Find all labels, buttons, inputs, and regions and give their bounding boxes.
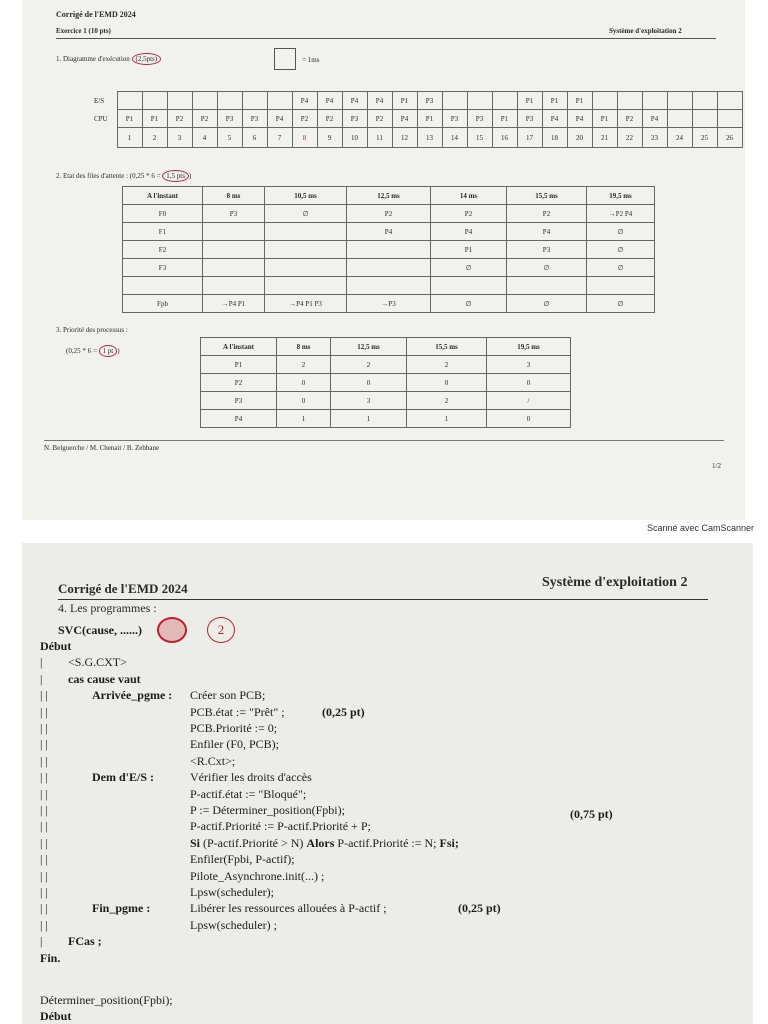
legend-text: = 1ms <box>302 56 320 64</box>
code-line: Créer son PCB; <box>190 688 266 703</box>
table-row: P3 0 3 2 / <box>201 392 571 410</box>
indent-bars: | | <box>40 786 48 801</box>
indent-bars: | | <box>40 901 48 916</box>
q3-points: 1 pt <box>99 345 118 357</box>
gantt-chart <box>92 91 743 148</box>
indent-bars: | | <box>40 753 48 768</box>
table-row: P1 2 2 2 3 <box>201 356 571 374</box>
footer-debut: Début <box>40 1009 72 1023</box>
footer-function: Déterminer_position(Fpbi); <box>40 993 173 1007</box>
table-row: P4 1 1 1 0 <box>201 410 571 428</box>
indent-bars: | <box>40 934 43 949</box>
header-right: Système d'exploitation 2 <box>609 27 682 35</box>
footer-rule <box>44 440 724 441</box>
red-scribble-mark <box>157 617 187 643</box>
table-row: F1 P4 P4 P4 ∅ <box>123 223 655 241</box>
header-rule <box>56 38 716 39</box>
priority-table: A l'instant 8 ms 12,5 ms 15,5 ms 19,5 ms P1 2 2 2 3 P2 0 0 0 0 P3 0 3 2 / P4 1 1 1 0 <box>200 337 571 428</box>
code-line: P-actif.état := "Bloqué"; <box>190 786 307 801</box>
indent-bars: | | <box>40 770 48 785</box>
code-line: Enfiler(Fpbi, P-actif); <box>190 852 295 867</box>
indent-bars: | | <box>40 819 48 834</box>
table-row: F0 P3 ∅ P2 P2 P2 →P2 P4 <box>123 205 655 223</box>
header-rule-2 <box>58 599 708 600</box>
code-line: <R.Cxt>; <box>190 753 236 768</box>
gantt-row-es: E/S P4 P4 P4 P4 P1 P3 P1 P1 P1 <box>92 92 742 110</box>
indent-bars: | | <box>40 917 48 932</box>
code-line: P-actif.Priorité := P-actif.Priorité + P; <box>190 819 371 834</box>
code-line: Si (P-actif.Priorité > N) Alors P-actif.Priorité := N; Fsi; <box>190 835 459 850</box>
indent-bars: | | <box>40 835 48 850</box>
code-line: Lpsw(scheduler); <box>190 885 274 899</box>
q1-points: (2,5pts) <box>132 53 162 65</box>
indent-bars: | | <box>40 721 48 735</box>
gantt-label-cpu: CPU <box>94 114 108 123</box>
indent-bars: | | <box>40 852 48 867</box>
code-line: Enfiler (F0, PCB); <box>190 737 279 752</box>
scanned-page-2 <box>22 543 753 1024</box>
code-line: PCB.Priorité := 0; <box>190 721 278 735</box>
queues-table: A l'instant 8 ms 10,5 ms 12,5 ms 14 ms 15,5 ms 19,5 ms F0 P3 ∅ P2 P2 P2 →P2 P4 F1 P4 P4 P4 ∅ F2 P1 P3 ∅ F3 ∅ ∅ ∅ Fpb →P4 P1 →P4 P1 P3 →P3 ∅ ∅ ∅ <box>122 186 655 313</box>
points-annotation: (0,25 pt) <box>322 704 365 719</box>
code-line: Vérifier les droits d'accès <box>190 770 312 785</box>
code-line: Libérer les ressources allouées à P-actif ; <box>190 901 387 916</box>
legend-square <box>274 48 296 70</box>
case-label: Arrivée_pgme : <box>92 688 173 703</box>
gantt-row-cpu: CPU P1 P1 P2 P2 P3 P3 P4 P2 P2 P3 P2 P4 P1 P3 P3 P1 P3 P4 P4 P1 P2 P4 <box>92 110 742 128</box>
q1-label: 1. Diagramme d'exécution (2,5pts) <box>56 53 161 65</box>
indent-bars: | | <box>40 688 48 703</box>
points-annotation: (0,25 pt) <box>458 901 501 916</box>
authors: N. Belguerche / M. Chenait / B. Zebbane <box>44 444 160 452</box>
code-line: <S.G.CXT> <box>68 655 127 670</box>
code-line: Pilote_Asynchrone.init(...) ; <box>190 868 325 883</box>
section-title: 4. Les programmes : <box>58 601 157 615</box>
code-line: FCas ; <box>68 934 102 949</box>
indent-bars: | | <box>40 737 48 752</box>
q2-label: 2. Etat des files d'attente : (0,25 * 6 = 1,5 pts ) <box>56 172 192 180</box>
table-row <box>123 277 655 295</box>
code-line: Lpsw(scheduler) ; <box>190 917 277 932</box>
q3-label: 3. Priorité des processus : <box>56 326 128 334</box>
indent-bars: | <box>40 655 43 670</box>
table-row: P2 0 0 0 0 <box>201 374 571 392</box>
indent-bars: | <box>40 671 43 686</box>
points-annotation: (0,75 pt) <box>570 807 613 821</box>
code-line: P := Déterminer_position(Fpbi); <box>190 803 345 817</box>
q2-points: 1,5 pts <box>162 170 189 182</box>
indent-bars: | | <box>40 704 48 719</box>
code-line: Fin. <box>40 950 61 965</box>
code-line: cas cause vaut <box>68 671 141 686</box>
gantt-row-ticks: 1 2 3 4 5 6 7 8 9 10 11 12 13 14 15 16 17 18 20 21 22 23 24 25 26 <box>92 128 742 148</box>
scanned-page-1 <box>22 0 745 520</box>
page-number: 1/2 <box>712 462 721 470</box>
indent-bars: | | <box>40 803 48 817</box>
indent-bars: | | <box>40 868 48 883</box>
table-row: F2 P1 P3 ∅ <box>123 241 655 259</box>
scanner-watermark: Scanné avec CamScanner <box>646 523 754 533</box>
header-right-2: Système d'exploitation 2 <box>542 575 688 590</box>
code-line: PCB.état := "Prêt" ; <box>190 704 285 719</box>
table-row: F3 ∅ ∅ ∅ <box>123 259 655 277</box>
indent-bars: | | <box>40 885 48 899</box>
case-label: Fin_pgme : <box>92 901 151 916</box>
table-row: Fpb →P4 P1 →P4 P1 P3 →P3 ∅ ∅ ∅ <box>123 295 655 313</box>
exercise-title: Exercice 1 (10 pts) <box>56 27 111 35</box>
q3-formula: (0,25 * 6 = 1 pt ) <box>66 347 120 355</box>
header-left-2: Corrigé de l'EMD 2024 <box>58 581 188 596</box>
header-left: Corrigé de l'EMD 2024 <box>56 10 136 19</box>
case-label: Dem d'E/S : <box>92 770 155 785</box>
score-mark: 2 <box>207 617 235 643</box>
gantt-label-es: E/S <box>94 96 105 105</box>
code-line: Début <box>40 639 72 653</box>
svc-signature: SVC(cause, ......) <box>58 623 142 637</box>
